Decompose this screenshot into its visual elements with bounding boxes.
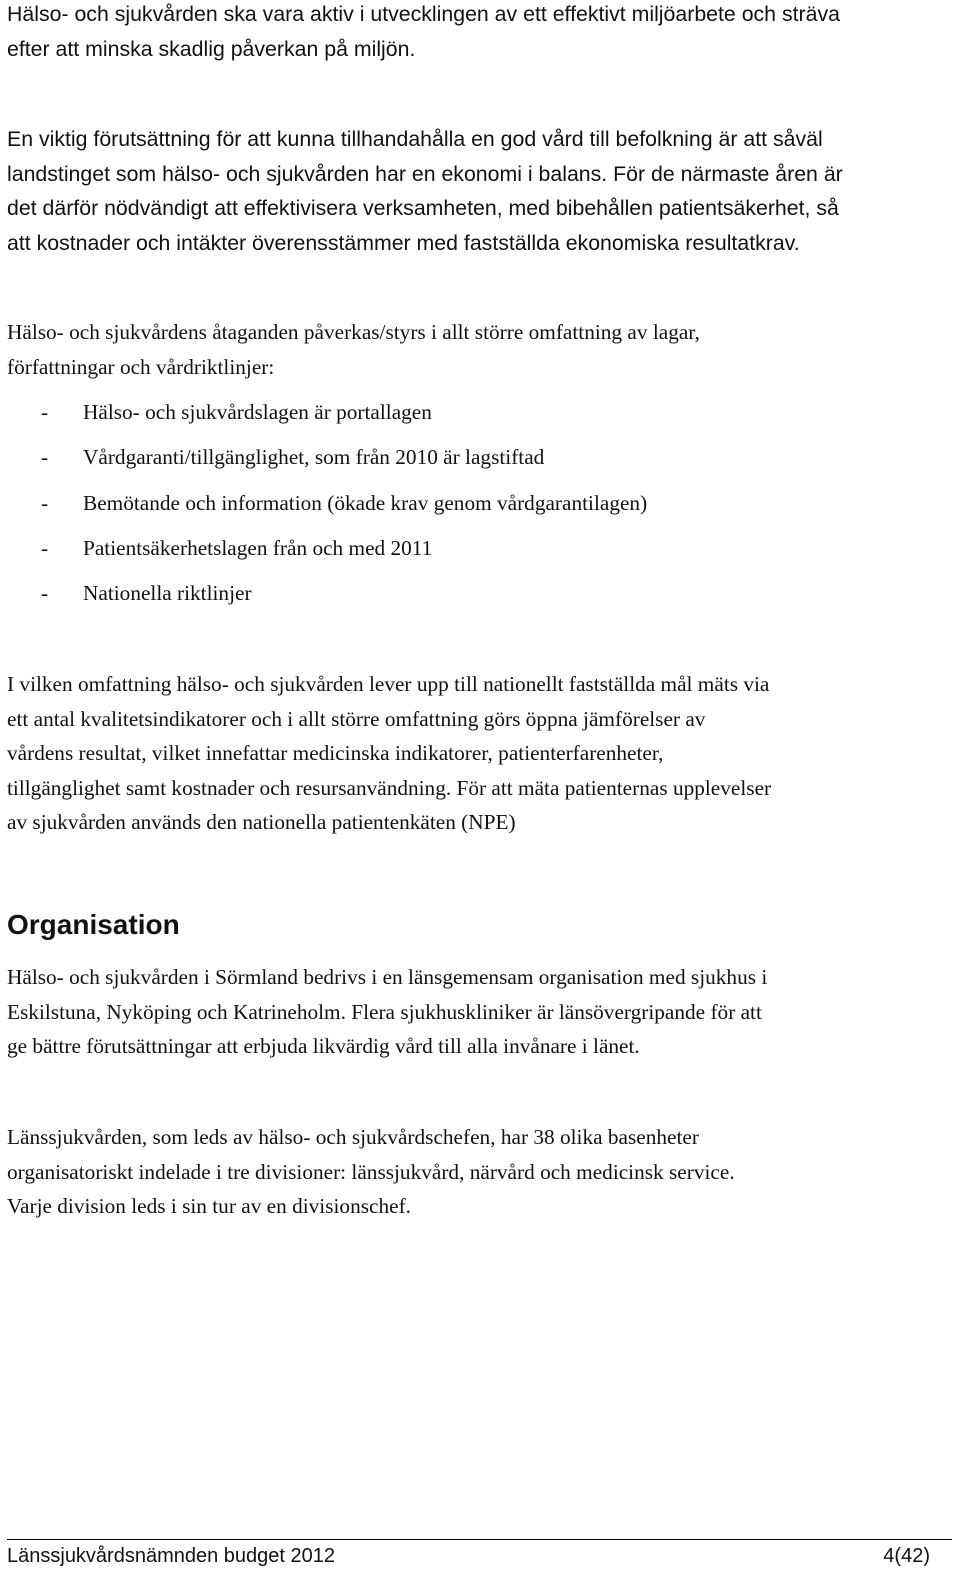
law-list <box>7 390 647 616</box>
list-item <box>7 571 647 616</box>
text-line: Länssjukvården, som leds av hälso- och sjukvårdschefen, har 38 olika basenheter <box>7 1125 699 1149</box>
list-item-text: Nationella riktlinjer <box>83 581 252 606</box>
paragraph-commitments <box>7 315 700 384</box>
list-item-text: Patientsäkerhetslagen från och med 2011 <box>83 535 433 560</box>
page-number: 4(42) <box>883 1545 930 1567</box>
paragraph-quality <box>7 667 771 840</box>
list-item <box>7 526 647 571</box>
text-line: det därför nödvändigt att effektivisera verksamheten, med bibehållen patientsäkerhet, så <box>7 196 839 220</box>
text-line: ge bättre förutsättningar att erbjuda likvärdig vård till alla invånare i länet. <box>7 1034 640 1058</box>
paragraph-organisation <box>7 960 767 1064</box>
text-line: Hälso- och sjukvården ska vara aktiv i utvecklingen av ett effektivt miljöarbete och sträva <box>7 2 840 26</box>
paragraph-divisions <box>7 1120 735 1224</box>
list-dash: - <box>41 445 49 470</box>
text-line: organisatoriskt indelade i tre divisioner: länssjukvård, närvård och medicinsk service. <box>7 1159 735 1184</box>
list-item-text: Hälso- och sjukvårdslagen är portallagen <box>83 400 432 424</box>
text-line: En viktig förutsättning för att kunna tillhandahålla en god vård till befolkning är att såväl <box>7 127 823 151</box>
text-line: ett antal kvalitetsindikatorer och i allt större omfattning görs öppna jämförelser av <box>7 706 706 731</box>
page-footer <box>7 1539 952 1567</box>
list-dash: - <box>41 581 49 606</box>
text-line: Hälso- och sjukvården i Sörmland bedrivs i en länsgemensam organisation med sjukhus i <box>7 965 768 989</box>
footer-title: Länssjukvårdsnämnden budget 2012 <box>7 1545 336 1567</box>
list-dash: - <box>41 400 49 424</box>
text-line: Eskilstuna, Nyköping och Katrineholm. Flera sjukhuskliniker är länsövergripande för att <box>7 999 762 1024</box>
paragraph-environment <box>7 0 840 66</box>
text-line: I vilken omfattning hälso- och sjukvården lever upp till nationellt fastställda mål mäts via <box>7 672 770 696</box>
text-line: landstinget som hälso- och sjukvården har en ekonomi i balans. För de närmaste åren är <box>7 161 843 186</box>
text-line: författningar och vårdriktlinjer: <box>7 354 275 379</box>
list-item <box>7 481 647 526</box>
paragraph-economy <box>7 122 843 260</box>
section-heading: Organisation <box>7 909 180 940</box>
text-line: vårdens resultat, vilket innefattar medicinska indikatorer, patienterfarenheter, <box>7 741 664 765</box>
list-item <box>7 390 647 435</box>
text-line: att kostnader och intäkter överensstämmer med fastställda ekonomiska resultatkrav. <box>7 230 800 255</box>
list-item <box>7 435 647 480</box>
list-dash: - <box>41 535 49 560</box>
list-dash: - <box>41 490 49 515</box>
text-line: Varje division leds i sin tur av en divisionschef. <box>7 1194 411 1218</box>
text-line: av sjukvården används den nationella patientenkäten (NPE) <box>7 810 516 834</box>
text-line: tillgänglighet samt kostnader och resursanvändning. För att mäta patienternas upplevelser <box>7 775 772 800</box>
list-item-text: Bemötande och information (ökade krav genom vårdgarantilagen) <box>83 490 648 515</box>
text-line: Hälso- och sjukvårdens åtaganden påverkas/styrs i allt större omfattning av lagar, <box>7 320 700 344</box>
text-line: efter att minska skadlig påverkan på miljön. <box>7 36 416 61</box>
list-item-text: Vårdgaranti/tillgänglighet, som från 2010 är lagstiftad <box>83 445 545 470</box>
